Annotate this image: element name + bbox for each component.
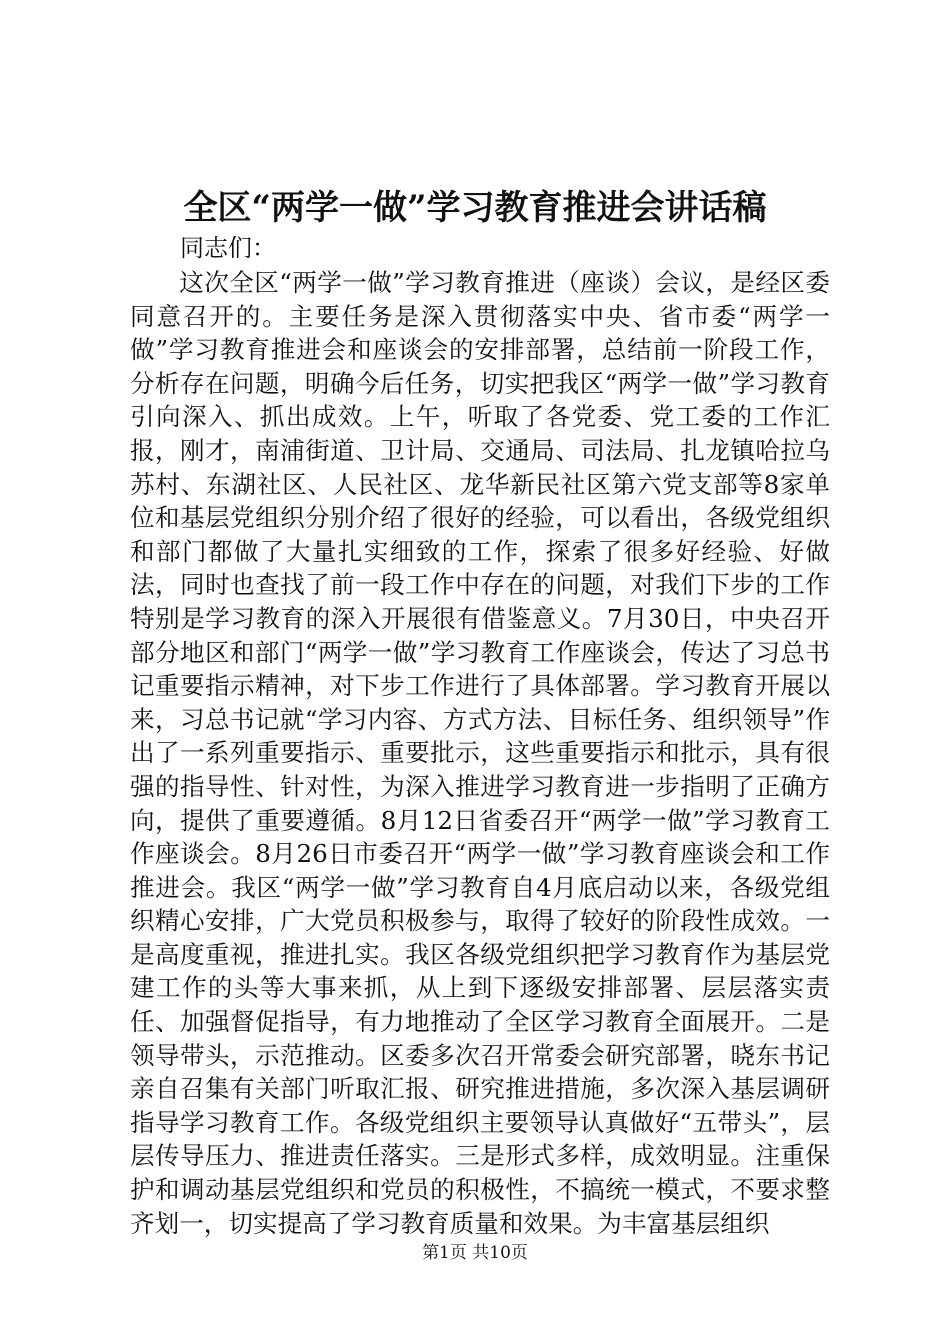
document-title: 全区“两学一做”学习教育推进会讲话稿 — [183, 188, 767, 228]
body-paragraph: 这次全区“两学一做”学习教育推进（座谈）会议，是经区委同意召开的。主要任务是深入贯彻落实中央、省市委“两学一做”学习教育推进会和座谈会的安排部署，总结前一阶段工作，分析存在问题，明确今后任务，切实把我区“两学一做”学习教育引向深入、抓出成效。上午，听取了各党委、党工委的工作汇报，刚才，南浦街道、卫计局、交通局、司法局、扎龙镇哈拉乌苏村、东湖社区、人民社区、龙华新民社区第六党支部等8家单位和基层党组织分别介绍了很好的经验，可以看出，各级党组织和部门都做了大量扎实细致的工作，探索了很多好经验、好做法，同时也查找了前一段工作中存在的问题，对我们下步的工作特别是学习教育的深入开展很有借鉴意义。7月30日，中央召开部分地区和部门“两学一做”学习教育工作座谈会，传达了习总书记重要指示精神，对下步工作进行了具体部署。学习教育开展以来，习总书记就“学习内容、方式方法、目标任务、组织领导”作出了一系列重要指示、重要批示，这些重要指示和批示，具有很强的指导性、针对性，为深入推进学习教育进一步指明了正确方向，提供了重要遵循。8月12日省委召开“两学一做”学习教育工作座谈会。8月26日市委召开“两学一做”学习教育座谈会和工作推进会。我区“两学一做”学习教育自4月底启动以来，各级党组织精心安排，广大党员积极参与，取得了较好的阶段性成效。一是高度重视，推进扎实。我区各级党组织把学习教育作为基层党建工作的头等大事来抓，从上到下逐级安排部署、层层落实责任、加强督促指导，有力地推动了全区学习教育全面展开。二是领导带头，示范推动。区委多次召开常委会研究部署，晓东书记亲自召集有关部门听取汇报、研究推进措施，多次深入基层调研指导学习教育工作。各级党组织主要领导认真做好“五带头”，层层传导压力、推进责任落实。三是形式多样，成效明显。注重保护和调动基层党组织和党员的积极性，不搞统一模式，不要求整齐划一，切实提高了学习教育质量和效果。为丰富基层组织 — [130, 268, 830, 1238]
page-number-footer: 第1页 共10页 — [422, 1243, 528, 1263]
salutation: 同志们： — [180, 234, 276, 262]
